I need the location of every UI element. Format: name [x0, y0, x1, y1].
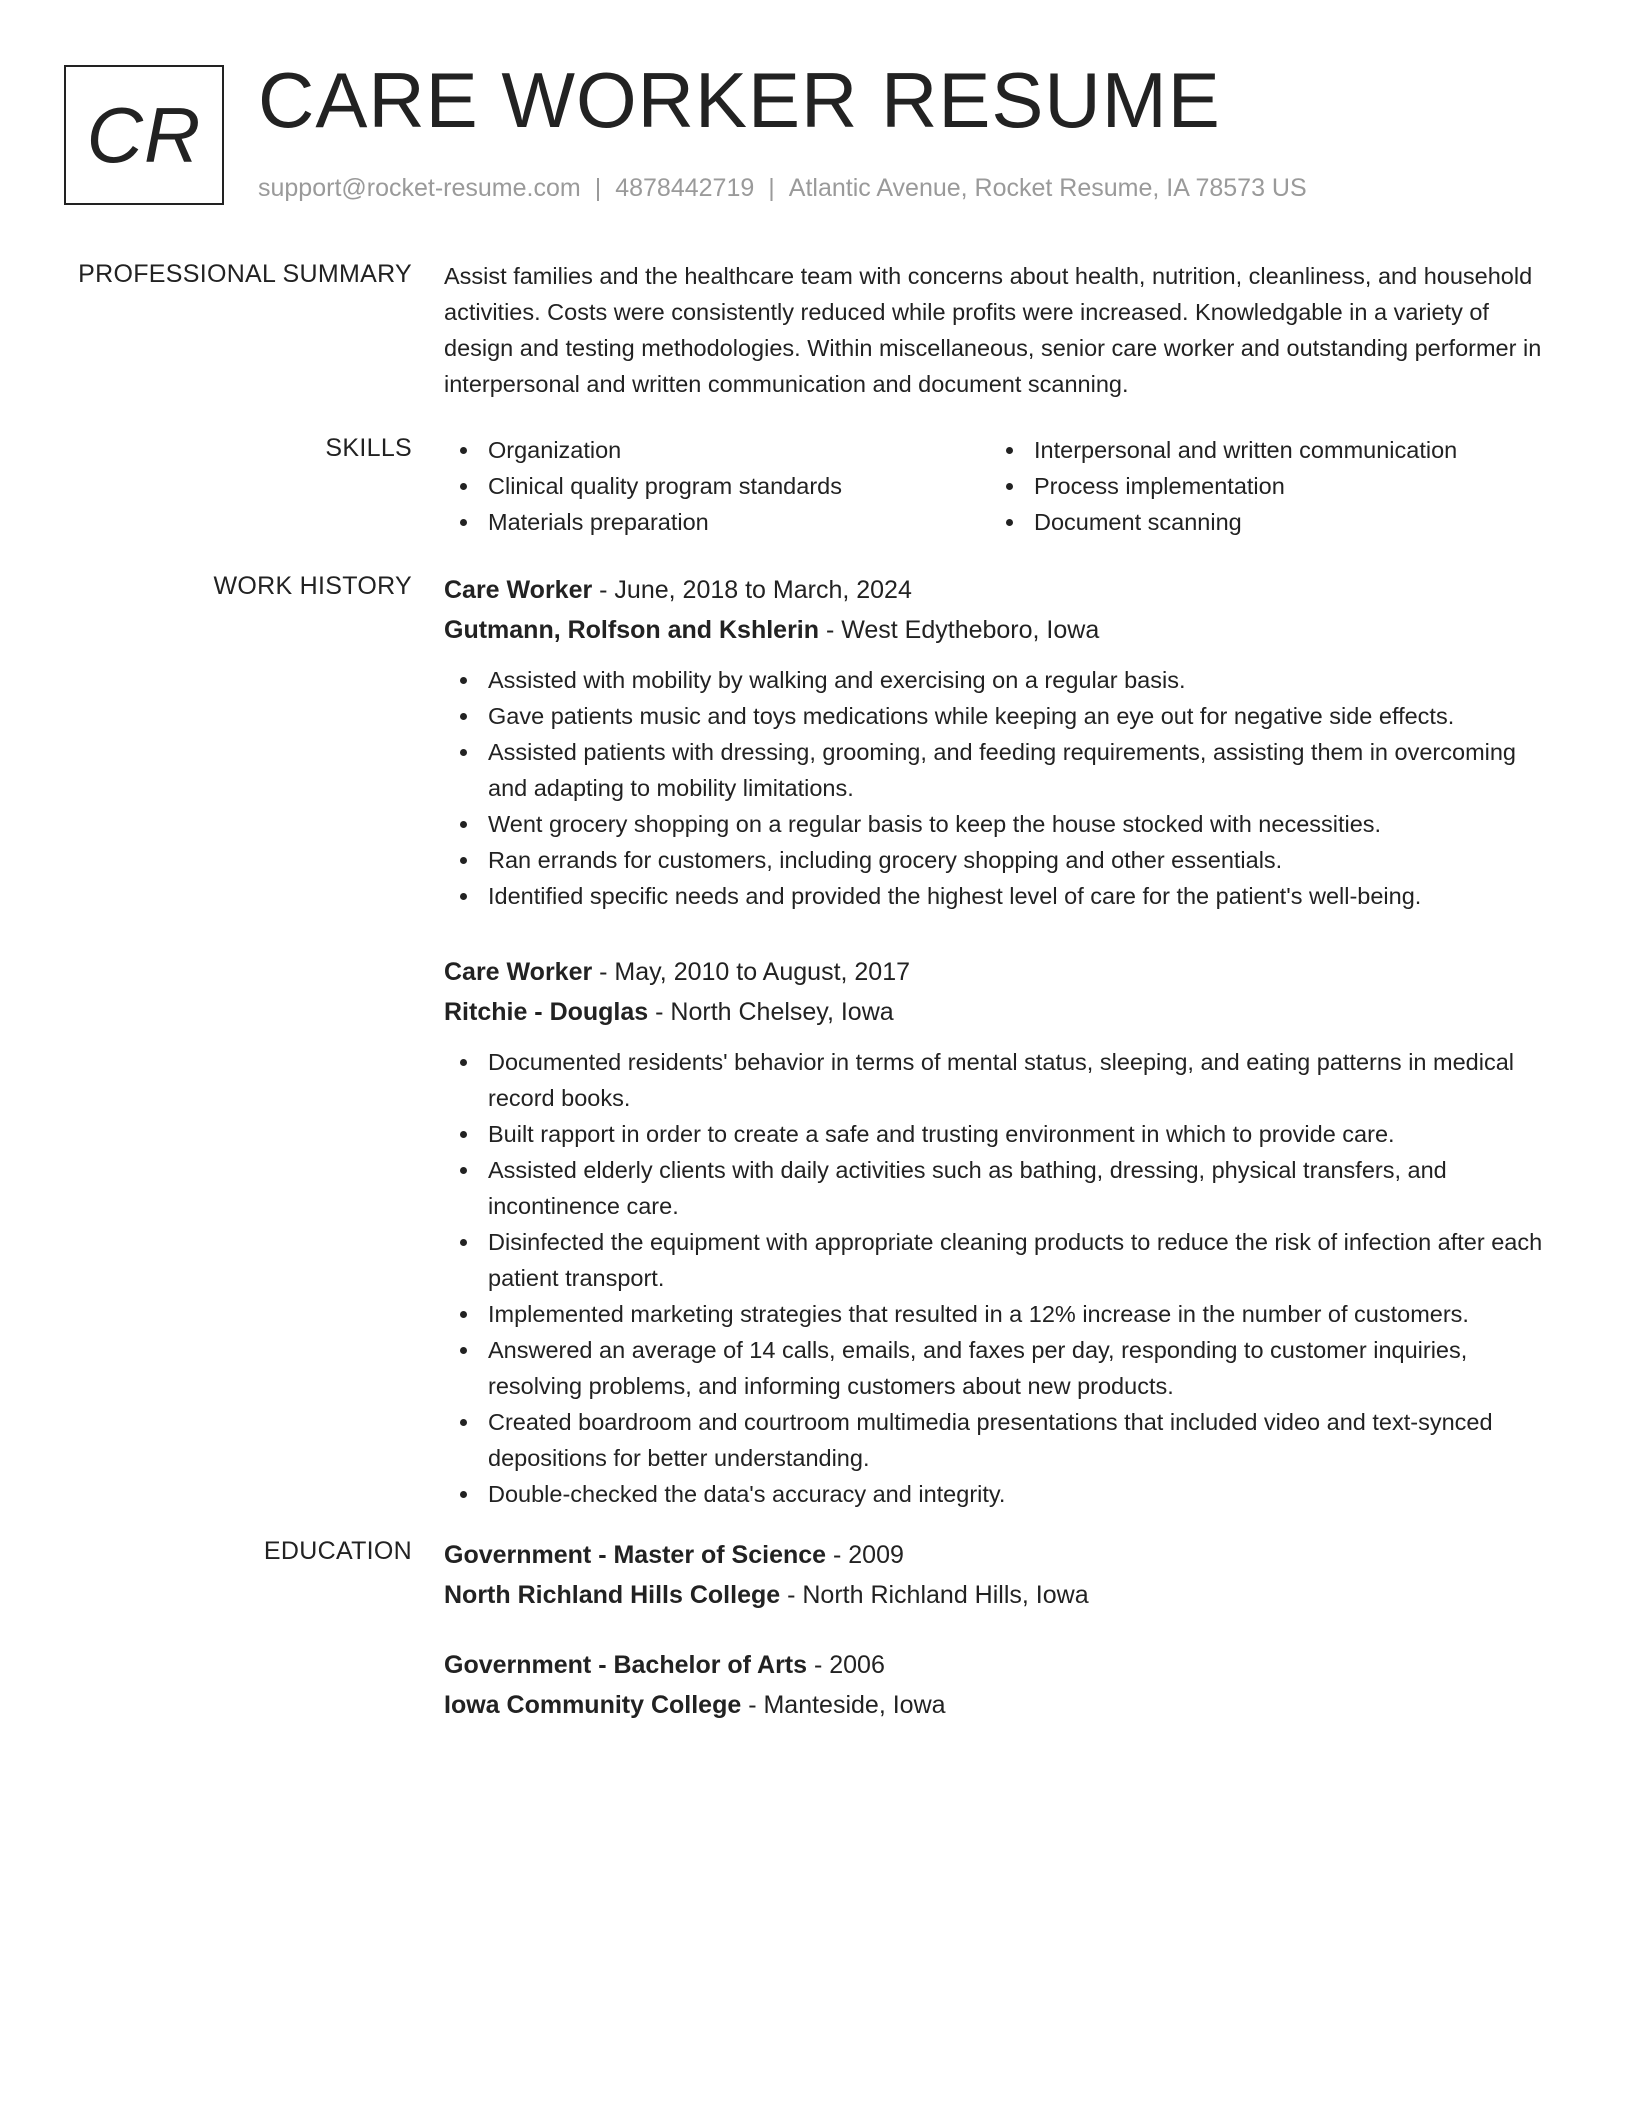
education-location: - North Richland Hills, Iowa — [780, 1581, 1089, 1609]
contact-line — [258, 174, 1307, 203]
contact-separator: | — [594, 174, 602, 202]
section-label-summary: PROFESSIONAL SUMMARY — [78, 260, 412, 288]
job-dates: - May, 2010 to August, 2017 — [592, 958, 911, 986]
summary-text: Assist families and the healthcare team with concerns about health, nutrition, cleanliness, and household activities. Costs were consistently reduced while profits were increased. Knowledgable in a variety of design and testing methodologies. Within miscellaneous, senior care worker and outstanding performer in interpersonal and written communication and document scanning. — [444, 263, 1542, 397]
job-bullet: Double-checked the data's accuracy and integrity. — [444, 1476, 1554, 1512]
skill-item: Document scanning — [990, 504, 1536, 540]
skills-column-right — [990, 432, 1536, 540]
job-bullet: Assisted patients with dressing, grooming, and feeding requirements, assisting them in overcoming and adapting to mobility limitations. — [444, 734, 1554, 806]
contact-phone[interactable]: 4878442719 — [615, 174, 755, 202]
education-school: Iowa Community College — [444, 1691, 742, 1719]
skill-item: Process implementation — [990, 468, 1536, 504]
section-label-work: WORK HISTORY — [213, 572, 412, 600]
job-bullet: Implemented marketing strategies that resulted in a 12% increase in the number of customers. — [444, 1296, 1554, 1332]
job-bullet: Gave patients music and toys medications while keeping an eye out for negative side effects. — [444, 698, 1554, 734]
job-bullets — [444, 662, 1554, 914]
education-location: - Manteside, Iowa — [741, 1691, 946, 1719]
skills-column-left — [444, 432, 990, 540]
education-school: North Richland Hills College — [444, 1581, 781, 1609]
job-location: - West Edytheboro, Iowa — [819, 616, 1100, 644]
job-entry — [444, 952, 1554, 1512]
job-bullet: Identified specific needs and provided the highest level of care for the patient's well-being. — [444, 878, 1554, 914]
job-title: Care Worker — [444, 958, 593, 986]
job-bullet: Ran errands for customers, including grocery shopping and other essentials. — [444, 842, 1554, 878]
education-degree-line — [444, 1535, 1554, 1575]
education-body — [444, 1535, 1554, 1755]
education-entry — [444, 1645, 1554, 1725]
job-title-line — [444, 570, 1554, 610]
job-company-line — [444, 610, 1554, 650]
work-body — [444, 570, 1554, 1550]
job-title: Care Worker — [444, 576, 593, 604]
job-location: - North Chelsey, Iowa — [648, 998, 894, 1026]
skill-item: Clinical quality program standards — [444, 468, 990, 504]
job-bullets — [444, 1044, 1554, 1512]
resume-title: CARE WORKER RESUME — [258, 56, 1221, 144]
job-company: Ritchie - Douglas — [444, 998, 649, 1026]
job-bullet: Documented residents' behavior in terms of mental status, sleeping, and eating patterns in medical record books. — [444, 1044, 1554, 1116]
skill-item: Organization — [444, 432, 990, 468]
skill-item: Materials preparation — [444, 504, 990, 540]
education-year: - 2006 — [807, 1651, 885, 1679]
education-school-line — [444, 1575, 1554, 1615]
job-company: Gutmann, Rolfson and Kshlerin — [444, 616, 820, 644]
job-entry — [444, 570, 1554, 914]
education-degree-line — [444, 1645, 1554, 1685]
contact-address: Atlantic Avenue, Rocket Resume, IA 78573 US — [788, 174, 1307, 202]
education-school-line — [444, 1685, 1554, 1725]
job-dates: - June, 2018 to March, 2024 — [592, 576, 912, 604]
education-year: - 2009 — [826, 1541, 904, 1569]
education-degree: Government - Master of Science — [444, 1541, 827, 1569]
education-entry — [444, 1535, 1554, 1615]
job-bullet: Built rapport in order to create a safe and trusting environment in which to provide care. — [444, 1116, 1554, 1152]
skills-grid — [444, 432, 1554, 540]
job-company-line — [444, 992, 1554, 1032]
monogram-box — [64, 65, 224, 205]
contact-email[interactable]: support@rocket-resume.com — [258, 174, 581, 202]
skill-item: Interpersonal and written communication — [990, 432, 1536, 468]
summary-body — [444, 258, 1554, 402]
section-label-skills: SKILLS — [325, 434, 412, 462]
contact-separator: | — [768, 174, 775, 202]
job-bullet: Assisted with mobility by walking and exercising on a regular basis. — [444, 662, 1554, 698]
job-bullet: Went grocery shopping on a regular basis to keep the house stocked with necessities. — [444, 806, 1554, 842]
job-bullet: Assisted elderly clients with daily activities such as bathing, dressing, physical transfers, and incontinence care. — [444, 1152, 1554, 1224]
job-title-line — [444, 952, 1554, 992]
job-bullet: Disinfected the equipment with appropriate cleaning products to reduce the risk of infection after each patient transport. — [444, 1224, 1554, 1296]
monogram-initials: CR — [86, 91, 202, 179]
section-label-education: EDUCATION — [263, 1537, 412, 1565]
job-bullet: Created boardroom and courtroom multimedia presentations that included video and text-synced depositions for better understanding. — [444, 1404, 1554, 1476]
education-degree: Government - Bachelor of Arts — [444, 1651, 808, 1679]
skills-body — [444, 432, 1554, 540]
job-bullet: Answered an average of 14 calls, emails, and faxes per day, responding to customer inquiries, resolving problems, and informing customers about new products. — [444, 1332, 1554, 1404]
